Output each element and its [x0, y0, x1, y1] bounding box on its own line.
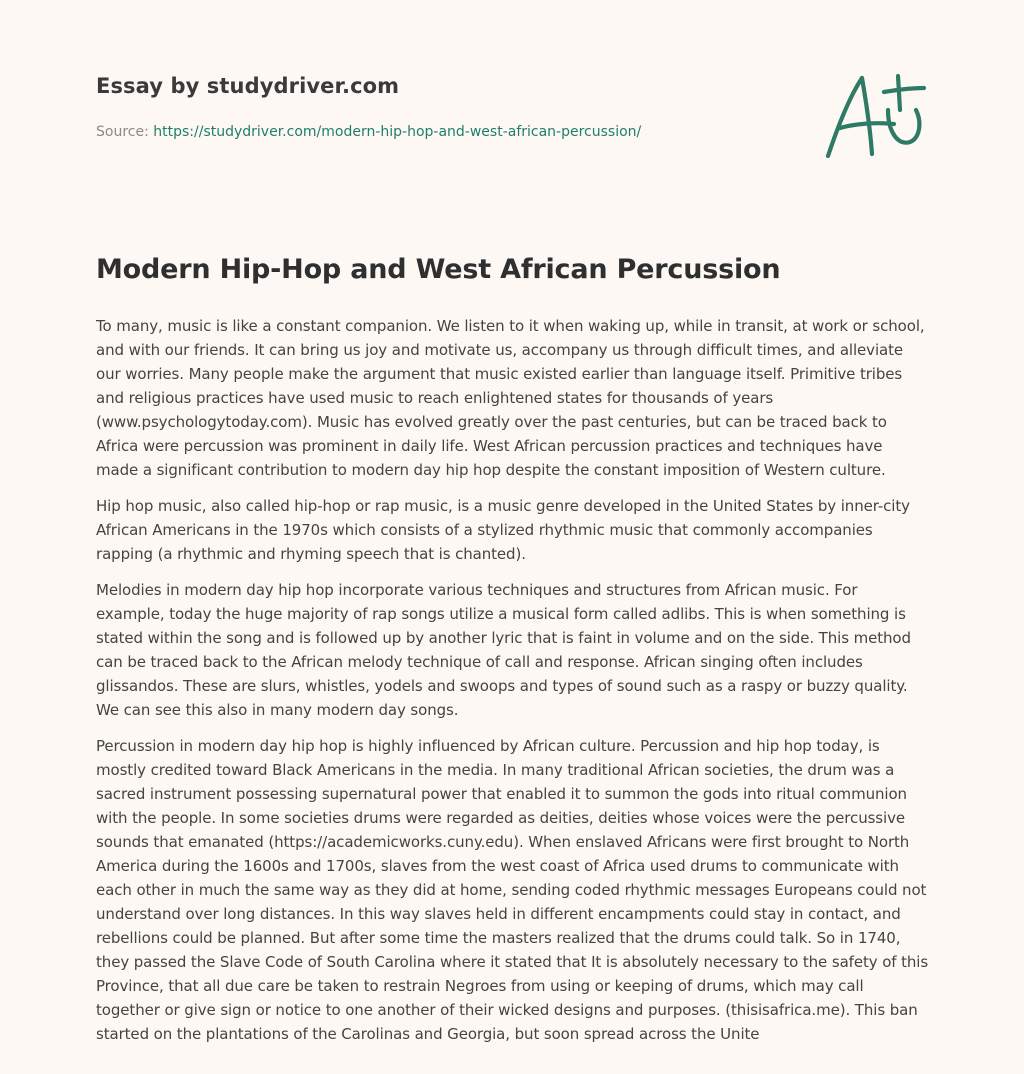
- essay-title: Modern Hip-Hop and West African Percussion: [96, 254, 781, 285]
- essay-paragraph: Melodies in modern day hip hop incorporate various techniques and structures from African music. For example, today the huge majority of rap songs utilize a musical form called adlibs. This is when something is stated within the song and is followed up by another lyric that is faint in volume and on the side. This method can be traced back to the African melody technique of call and response. African singing often includes glissandos. These are slurs, whistles, yodels and swoops and types of sound such as a raspy or buzzy quality. We can see this also in many modern day songs.: [96, 581, 911, 719]
- source-line: [96, 124, 641, 140]
- source-link[interactable]: https://studydriver.com/modern-hip-hop-and-west-african-percussion/: [153, 124, 642, 140]
- site-label: Essay by studydriver.com: [96, 74, 400, 98]
- essay-paragraph: Percussion in modern day hip hop is highly influenced by African culture. Percussion and hip hop today, is mostly credited toward Black Americans in the media. In many traditional African societies, the drum was a sacred instrument possessing supernatural power that enabled it to summon the gods into ritual communion with the people. In some societies drums were regarded as deities, deities whose voices were the percussive sounds that emanated (https://academicworks.cuny.edu). When enslaved Africans were first brought to North America during the 1600s and 1700s, slaves from the west coast of Africa used drums to communicate with each other in much the same way as they did at home, sending coded rhythmic messages Europeans could not understand over long distances. In this way slaves held in different encampments could stay in contact, and rebellions could be planned. But after some time the masters realized that the drums could talk. So in 1740, they passed the Slave Code of South Carolina where it stated that It is absolutely necessary to the safety of this Province, that all due care be taken to restrain Negroes from using or keeping of drums, which may call together or give sign or notice to one another of their wicked designs and purposes. (thisisafrica.me). This ban started on the plantations of the Carolinas and Georgia, but soon spread across the Unite: [96, 737, 929, 1043]
- a-plus-logo-icon: [818, 66, 930, 166]
- essay-paragraph: To many, music is like a constant companion. We listen to it when waking up, while in transit, at work or school, and with our friends. It can bring us joy and motivate us, accompany us through difficult times, and alleviate our worries. Many people make the argument that music existed earlier than language itself. Primitive tribes and religious practices have used music to reach enlightened states for thousands of years (www.psychologytoday.com). Music has evolved greatly over the past centuries, but can be traced back to Africa were percussion was prominent in daily life. West African percussion practices and techniques have made a significant contribution to modern day hip hop despite the constant imposition of Western culture.: [96, 317, 925, 479]
- essay-paragraph: Hip hop music, also called hip-hop or rap music, is a music genre developed in the United States by inner-city African Americans in the 1970s which consists of a stylized rhythmic music that commonly accompanies rapping (a rhythmic and rhyming speech that is chanted).: [96, 497, 910, 563]
- essay-body: [96, 314, 929, 1058]
- source-prefix: Source:: [96, 124, 154, 140]
